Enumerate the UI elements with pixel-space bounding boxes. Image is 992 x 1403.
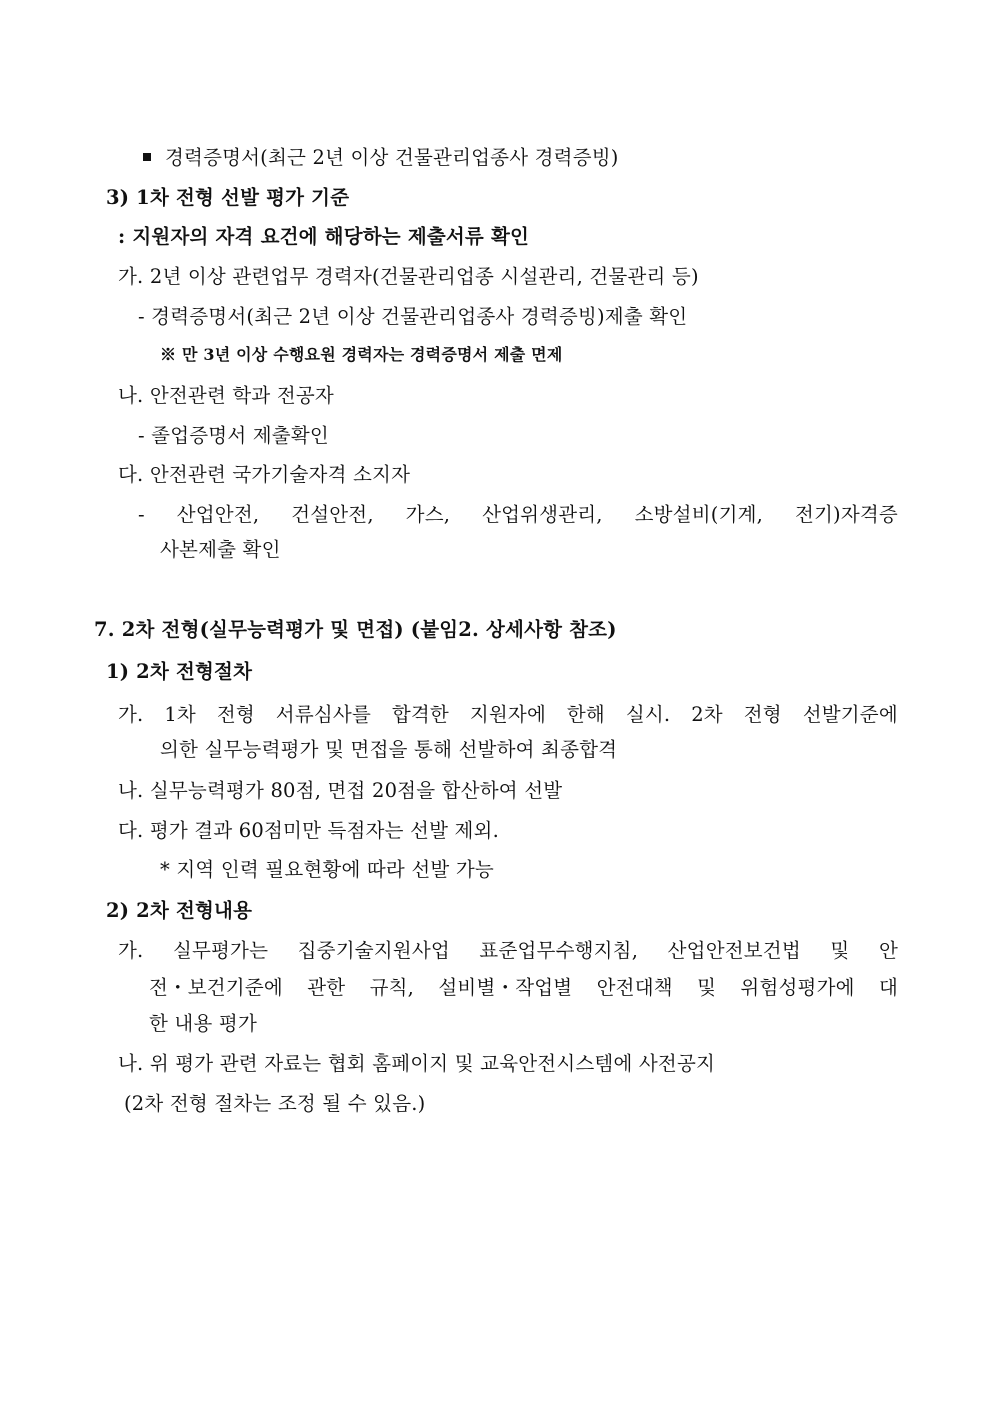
item-na-notice: 나. 위 평가 관련 자료는 협회 홈페이지 및 교육안전시스템에 사전공지 [118, 1052, 716, 1075]
word: 지원자에 [469, 703, 547, 726]
section-heading-2nd-procedure: 1) 2차 전형절차 [106, 660, 253, 683]
word: 소방설비(기계, [634, 503, 764, 526]
word: - [138, 503, 145, 526]
word: 2차 [691, 703, 723, 726]
word: 전기)자격증 [794, 503, 898, 526]
word: 및 [830, 939, 850, 962]
word: 한해 [566, 703, 605, 726]
item-ga-experience: 가. 2년 이상 관련업무 경력자(건물관리업종 시설관리, 건물관리 등) [118, 265, 699, 288]
subitem-career-submit: - 경력증명서(최근 2년 이상 건물관리업종사 경력증빙)제출 확인 [138, 305, 688, 328]
subitem-license-list [138, 503, 898, 527]
word: 선발기준에 [802, 703, 898, 726]
section-heading-1st-criteria: 3) 1차 전형 선발 평가 기준 [106, 186, 350, 209]
note-adjustable: (2차 전형 절차는 조정 될 수 있음.) [124, 1092, 426, 1115]
item-ga-content-end: 한 내용 평가 [149, 1012, 257, 1035]
word: 표준업무수행지침, [479, 939, 639, 962]
word: 집중기술지원사업 [297, 939, 450, 962]
word: 산업안전, [176, 503, 260, 526]
item-na-major: 나. 안전관련 학과 전공자 [118, 384, 334, 407]
item-na-scoring: 나. 실무능력평가 80점, 면접 20점을 합산하여 선발 [118, 779, 563, 802]
item-da-license: 다. 안전관련 국가기술자격 소지자 [118, 463, 411, 486]
item-da-cutoff: 다. 평가 결과 60점미만 득점자는 선발 제외. [118, 819, 499, 842]
subitem-graduation: - 졸업증명서 제출확인 [138, 424, 329, 447]
word: 대 [878, 976, 898, 999]
section-heading-7: 7. 2차 전형(실무능력평가 및 면접) (붙임2. 상세사항 참조) [94, 618, 617, 641]
word: 건설안전, [291, 503, 374, 526]
word: 가. [118, 939, 144, 962]
bullet-text: 경력증명서(최근 2년 이상 건물관리업종사 경력증빙) [165, 146, 619, 169]
word: 합격한 [391, 703, 449, 726]
word: 가스, [405, 503, 451, 526]
word: 산업안전보건법 [667, 939, 801, 962]
word: 관한 [307, 976, 346, 999]
word: 안 [878, 939, 898, 962]
section-heading-2nd-content: 2) 2차 전형내용 [106, 899, 253, 922]
square-bullet-icon [143, 153, 151, 161]
word: 서류심사를 [275, 703, 371, 726]
subitem-license-cont: 사본제출 확인 [160, 538, 281, 561]
item-ga-content [118, 939, 898, 963]
word: 실무평가는 [172, 939, 269, 962]
bullet-item-career-certificate [143, 146, 619, 170]
word: 규칙, [369, 976, 415, 999]
criteria-summary: : 지원자의 자격 요건에 해당하는 제출서류 확인 [118, 225, 530, 248]
word: 1차 [164, 703, 196, 726]
word: 및 [697, 976, 717, 999]
item-ga-procedure [118, 703, 898, 727]
word: 설비별・작업별 [438, 976, 573, 999]
note-exemption: ※ 만 3년 이상 수행요원 경력자는 경력증명서 제출 면제 [160, 345, 563, 364]
word: 산업위생관리, [482, 503, 603, 526]
word: 위험성평가에 [740, 976, 855, 999]
note-regional: * 지역 인력 필요현황에 따라 선발 가능 [160, 858, 494, 881]
word: 실시. [625, 703, 671, 726]
word: 가. [118, 703, 144, 726]
item-ga-content-cont [149, 976, 898, 1000]
item-ga-procedure-cont: 의한 실무능력평가 및 면접을 통해 선발하여 최종합격 [160, 738, 618, 761]
word: 안전대책 [596, 976, 673, 999]
word: 전형 [216, 703, 255, 726]
word: 전・보건기준에 [149, 976, 283, 999]
word: 전형 [743, 703, 782, 726]
